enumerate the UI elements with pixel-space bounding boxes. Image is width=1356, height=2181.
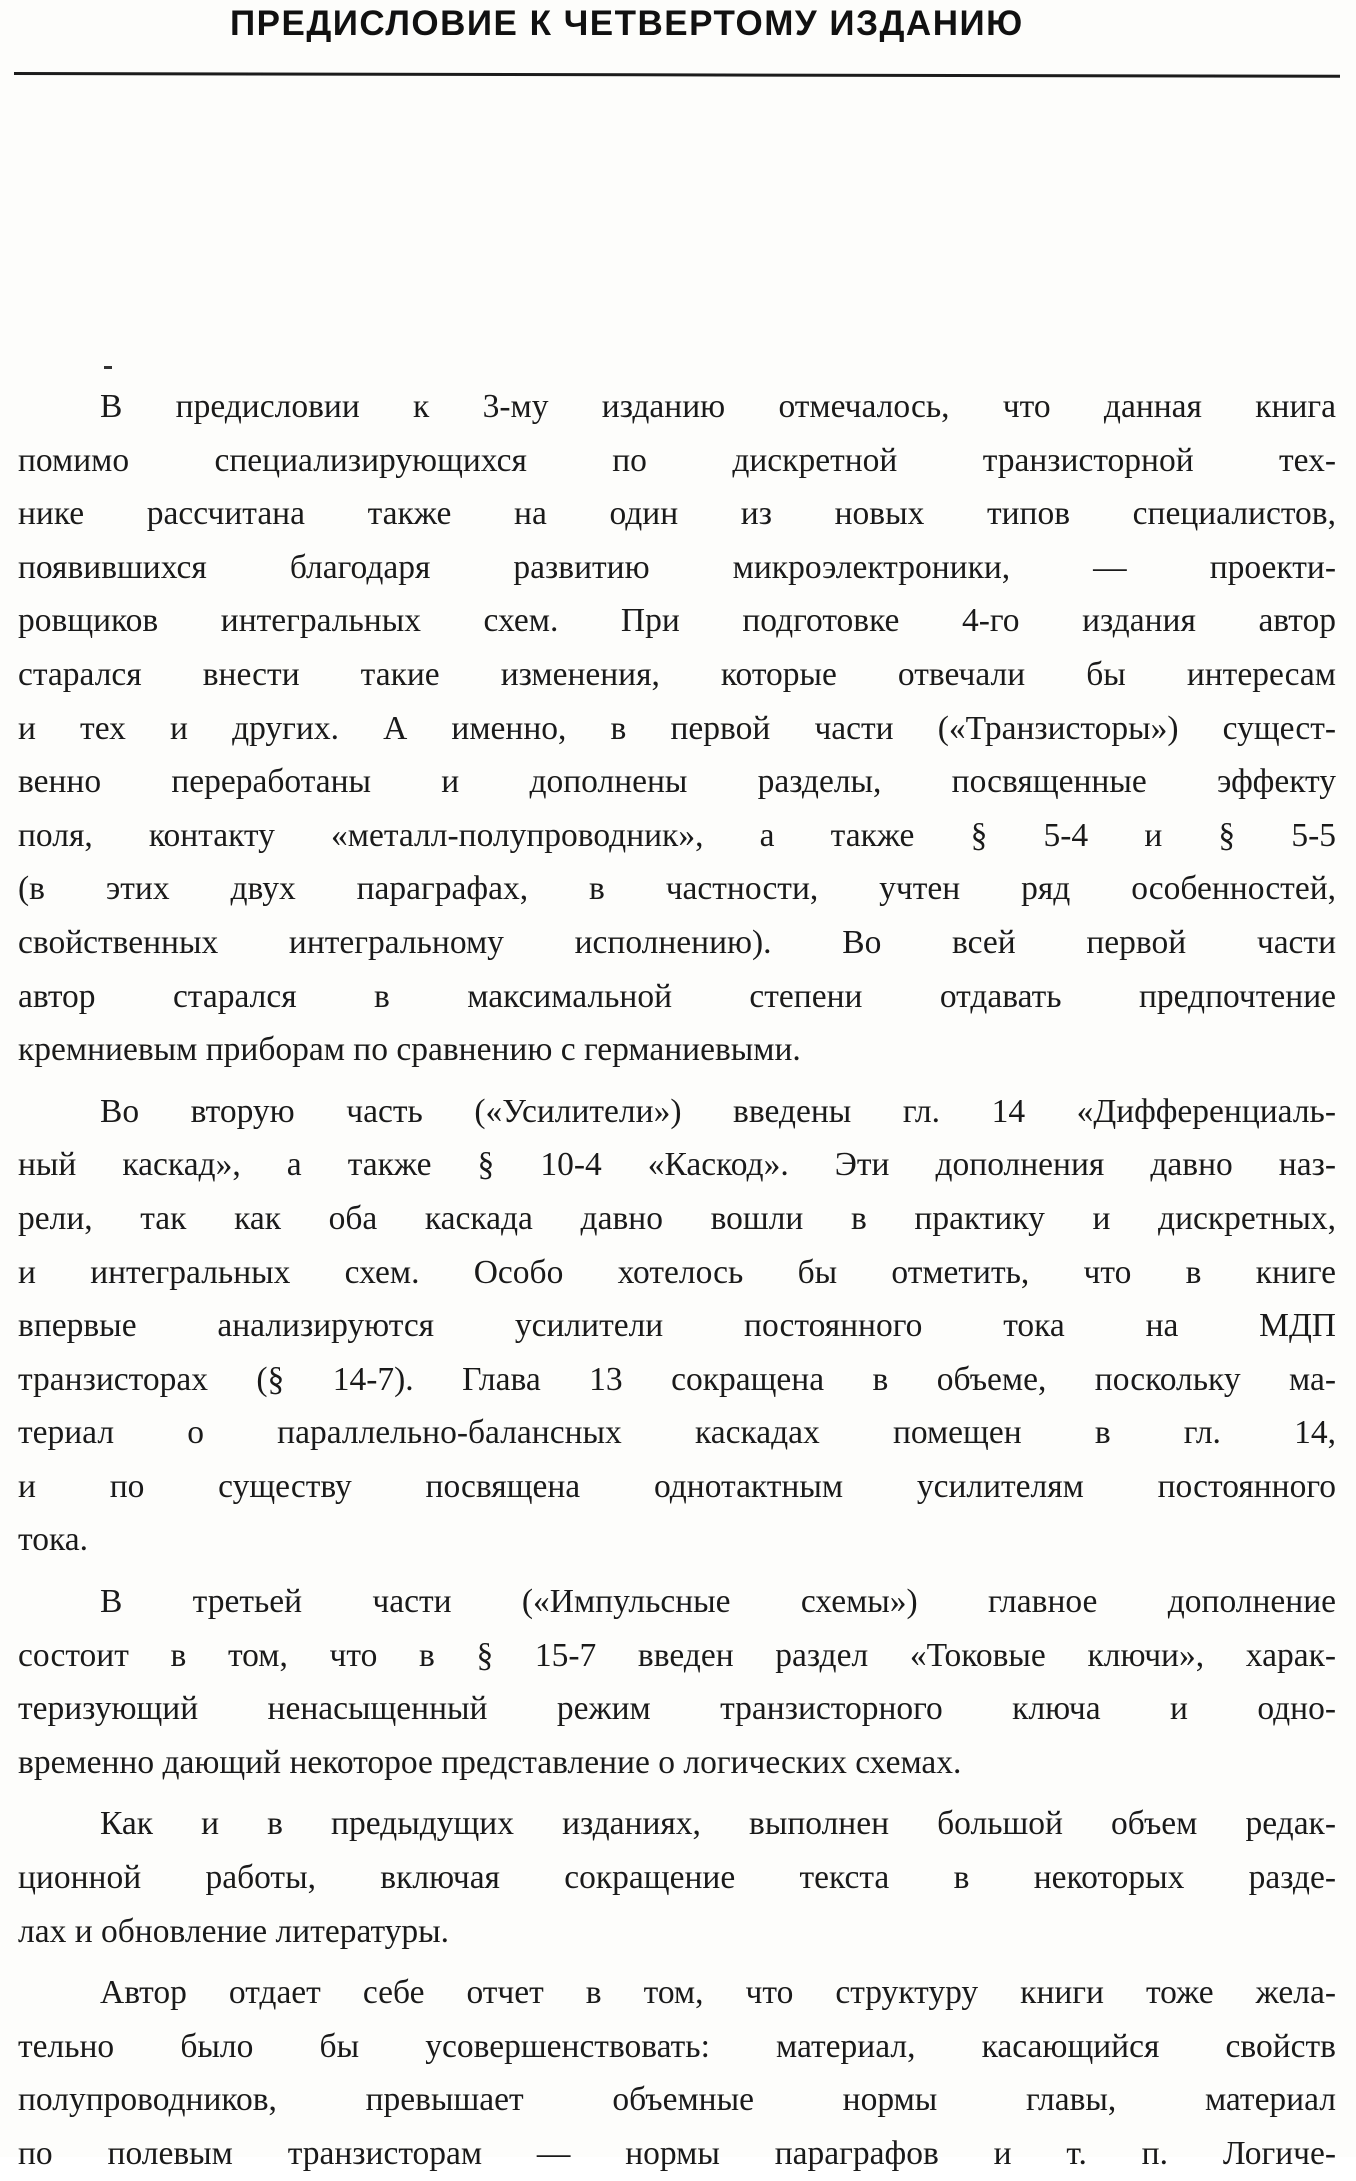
text-line: Как и в предыдущих изданиях, выполнен большой объем редак-	[100, 1805, 1336, 1843]
paragraph-1	[18, 380, 1336, 1077]
text-line: временно дающий некоторое представление о логических схемах.	[18, 1743, 962, 1781]
text-line: старался внести такие изменения, которые отвечали бы интересам	[18, 655, 1336, 693]
text-line: кремниевым приборам по сравнению с германиевыми.	[18, 1031, 801, 1069]
text-line: и тех и других. А именно, в первой части («Транзисторы») сущест-	[18, 709, 1336, 747]
paragraph-5	[18, 1966, 1336, 2180]
text-line: появившихся благодаря развитию микроэлектроники, — проекти-	[18, 548, 1336, 586]
text-line: В третьей части («Импульсные схемы») главное дополнение	[100, 1583, 1336, 1621]
print-mark	[104, 366, 112, 369]
text-line: лах и обновление литературы.	[18, 1912, 450, 1950]
text-line: состоит в том, что в § 15-7 введен раздел «Токовые ключи», харак-	[18, 1636, 1336, 1674]
paragraph-4	[18, 1797, 1336, 1958]
text-line: полупроводников, превышает объемные нормы главы, материал	[18, 2081, 1336, 2119]
text-line: В предисловии к 3-му изданию отмечалось, что данная книга	[100, 388, 1336, 425]
text-line: и по существу посвящена однотактным усилителям постоянного	[18, 1467, 1336, 1505]
text-line: тока.	[18, 1521, 88, 1559]
text-line: впервые анализируются усилители постоянного тока на МДП	[18, 1307, 1336, 1345]
text-line: Автор отдает себе отчет в том, что структуру книги тоже жела-	[100, 1974, 1336, 2012]
text-line: териал о параллельно-балансных каскадах помещен в гл. 14,	[18, 1414, 1336, 1452]
paragraph-2	[18, 1085, 1336, 1567]
text-line: и интегральных схем. Особо хотелось бы отметить, что в книге	[18, 1253, 1336, 1291]
text-line: транзисторах (§ 14-7). Глава 13 сокращена в объеме, поскольку ма-	[18, 1360, 1336, 1398]
text-line: тельно было бы усовершенствовать: материал, касающийся свойств	[18, 2027, 1336, 2065]
text-line: теризующий ненасыщенный режим транзисторного ключа и одно-	[18, 1690, 1336, 1728]
text-line: ционной работы, включая сокращение текста в некоторых разде-	[18, 1859, 1336, 1897]
text-line: ный каскад», а также § 10-4 «Каскод». Эти дополнения давно наз-	[18, 1146, 1336, 1184]
text-line: нике рассчитана также на один из новых типов специалистов,	[18, 495, 1336, 533]
body-text	[18, 380, 1336, 2181]
text-line: рели, так как оба каскада давно вошли в практику и дискретных,	[18, 1199, 1336, 1237]
text-line: свойственных интегральному исполнению). Во всей первой части	[18, 923, 1336, 961]
text-line: (в этих двух параграфах, в частности, учтен ряд особенностей,	[18, 870, 1336, 908]
text-line: автор старался в максимальной степени отдавать предпочтение	[18, 977, 1336, 1015]
text-line: Во вторую часть («Усилители») введены гл. 14 «Дифференциаль-	[100, 1092, 1336, 1130]
text-line: по полевым транзисторам — нормы параграфов и т. п. Логиче-	[18, 2135, 1336, 2172]
text-line: помимо специализирующихся по дискретной транзисторной тех-	[18, 441, 1336, 479]
paragraph-3	[18, 1575, 1336, 1789]
text-line: поля, контакту «металл-полупроводник», а также § 5-4 и § 5-5	[18, 816, 1336, 854]
page-title: ПРЕДИСЛОВИЕ К ЧЕТВЕРТОМУ ИЗДАНИЮ	[230, 4, 1024, 43]
header-rule	[14, 72, 1340, 78]
text-line: венно переработаны и дополнены разделы, посвященные эффекту	[18, 763, 1336, 801]
text-line: ровщиков интегральных схем. При подготовке 4-го издания автор	[18, 602, 1336, 640]
